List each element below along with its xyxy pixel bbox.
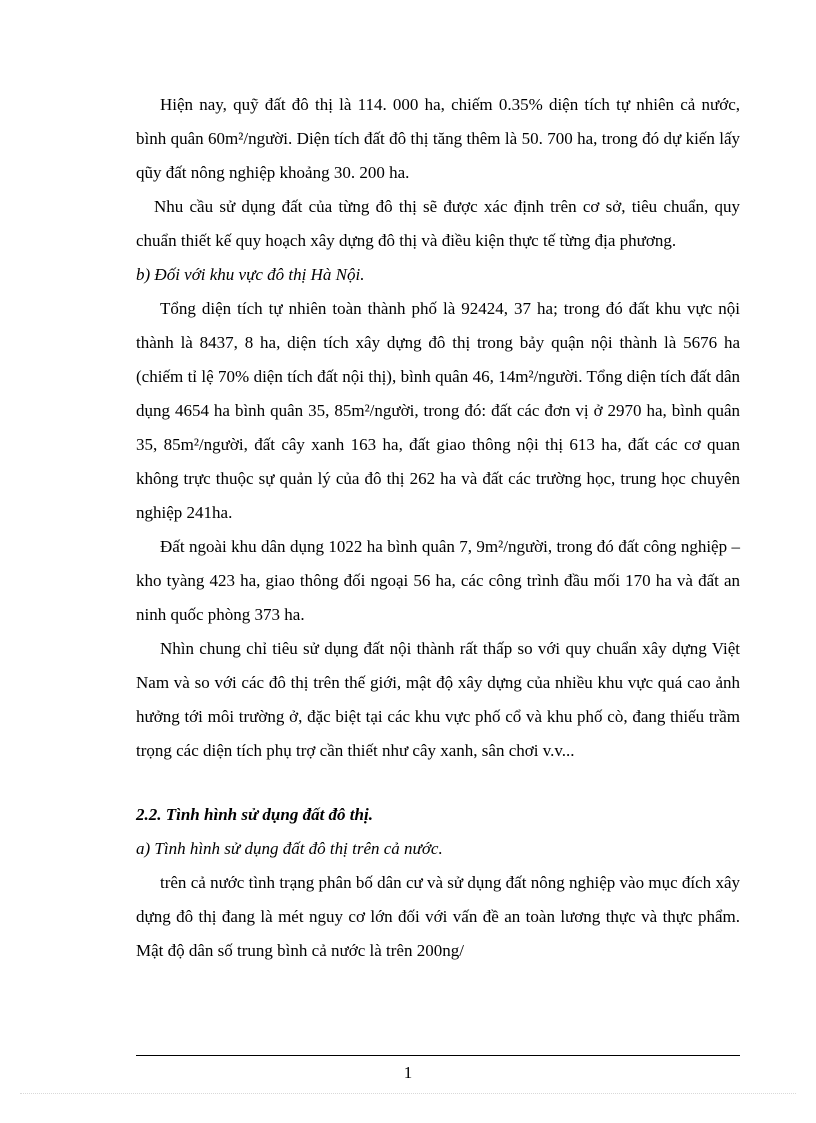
subheading-hanoi: b) Đối với khu vực đô thị Hà Nội. (136, 265, 365, 284)
subheading-nationwide: a) Tình hình sử dụng đất đô thị trên cả nước. (136, 839, 443, 858)
paragraph-urban-land-fund: Hiện nay, quỹ đất đô thị là 114. 000 ha, chiếm 0.35% diện tích tự nhiên cả nước, bình quân 60m²/người. Diện tích đất đô thị tăng thêm là 50. 700 ha, trong đó dự kiến lấy qũy đất nông nghiệp khoảng 30. 200 ha. (136, 95, 740, 182)
paragraph-hanoi-area: Tổng diện tích tự nhiên toàn thành phố là 92424, 37 ha; trong đó đất khu vực nội thành là 8437, 8 ha, diện tích xây dựng đô thị trong bảy quận nội thành là 5676 ha (chiếm tỉ lệ 70% diện tích đất nội thị), bình quân 46, 14m²/người. Tổng diện tích đất dân dụng 4654 ha bình quân 35, 85m²/người, trong đó: đất các đơn vị ở 2970 ha, bình quân 35, 85m²/người, đất cây xanh 163 ha, đất giao thông nội thị 613 ha, đất các cơ quan không trực thuộc sự quản lý của đô thị 262 ha và đất các trường học, trung học chuyên nghiệp 241ha. (136, 299, 740, 522)
paragraph-land-demand: Nhu cầu sử dụng đất của từng đô thị sẽ được xác định trên cơ sở, tiêu chuẩn, quy chuẩn thiết kế quy hoạch xây dựng đô thị và điều kiện thực tế từng địa phương. (136, 197, 740, 250)
section-heading: 2.2. Tình hình sử dụng đất đô thị. (136, 805, 373, 824)
paragraph-land-use-overview: Nhìn chung chỉ tiêu sử dụng đất nội thành rất thấp so với quy chuẩn xây dựng Việt Nam và so với các đô thị trên thế giới, mật độ xây dựng của nhiều khu vực quá cao ảnh hưởng tới môi trường ở, đặc biệt tại các khu vực phố cổ và khu phố cò, đang thiếu trầm trọng các diện tích phụ trợ cần thiết như cây xanh, sân chơi v.v... (136, 639, 740, 760)
page-boundary (20, 1093, 796, 1094)
paragraph-non-residential-land: Đất ngoài khu dân dụng 1022 ha bình quân 7, 9m²/người, trong đó đất công nghiệp –kho tyàng 423 ha, giao thông đối ngoại 56 ha, các công trình đầu mối 170 ha và đất an ninh quốc phòng 373 ha. (136, 537, 740, 624)
paragraph-nationwide-status: trên cả nước tình trạng phân bố dân cư và sử dụng đất nông nghiệp vào mục đích xây dựng đô thị đang là mét nguy cơ lớn đối với vấn đề an toàn lương thực và thực phẩm. Mật độ dân số trung bình cả nước là trên 200ng/ (136, 873, 740, 960)
page-body (136, 88, 740, 968)
page-number: 1 (403, 1063, 413, 1082)
footer-divider (136, 1055, 740, 1056)
